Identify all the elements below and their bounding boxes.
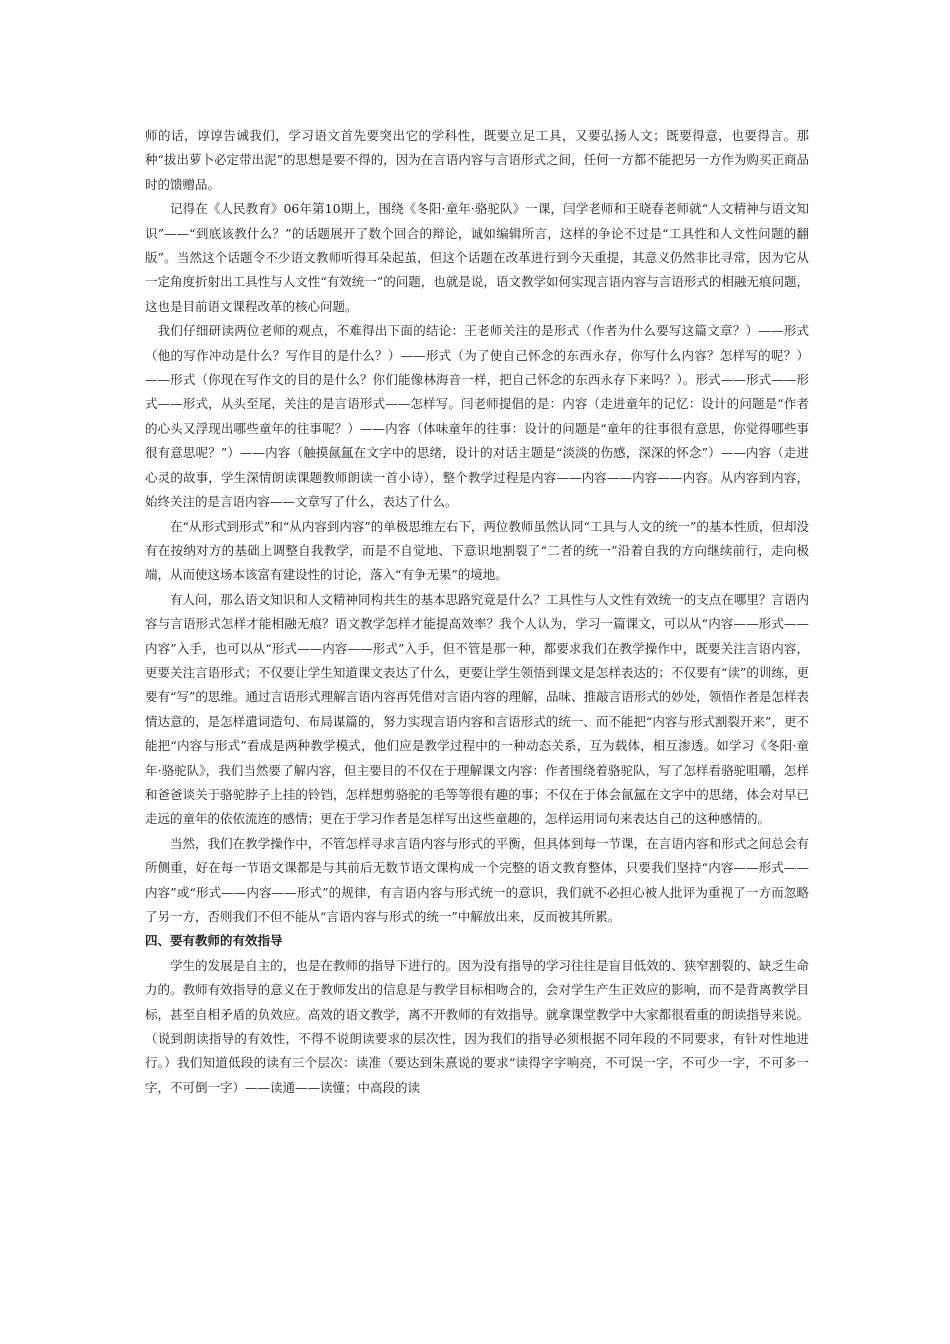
paragraph-guidance: 学生的发展是自主的，也是在教师的指导下进行的。因为没有指导的学习往往是盲目低效的、狭窄割裂的、缺乏生命力的。教师有效指导的意义在于教师发出的信息是与教学目标相吻合的，会对学生产生正效应的影响，而不是背离教学目标，甚至自相矛盾的负效应。高效的语文教学，离不开教师的有效指导。就拿课堂教学中大家都很看重的朗读指导来说。（说到朗读指导的有效性，不得不说朗读要求的层次性，因为我们的指导必须根据不同年段的不同要求，有针对性地进行。）我们知道低段的读有三个层次：读准（要达到朱熹说的要求“读得字字响亮，不可误一字，不可少一字，不可多一字，不可倒一字）——读通——读懂；中高段的读: [145, 957, 809, 1095]
paragraph-balance: 当然，我们在教学操作中，不管怎样寻求言语内容与形式的平衡，但具体到每一节课，在言语内容和形式之间总会有所侧重，好在每一节语文课都是与其前后无数节语文课构成一个完整的语文教育整体，只要我们坚持“内容——形式——内容”或“形式——内容——形式”的规律，有言语内容与形式统一的意识，我们就不必担心被人批评为重视了一方而忽略了另一方，否则我们不但不能从“言语内容与形式的统一”中解放出来，反而被其所累。: [145, 835, 809, 924]
paragraph-single-pole: 在“从形式到形式”和“从内容到内容”的单极思维左右下，两位教师虽然认同“工具与人文的统一”的基本性质，但却没有在按纳对方的基础上调整自我教学，而是不自觉地、下意识地割裂了“二者的统一”沿着自我的方向继续前行，走向极端，从而使这场本该富有建设性的讨论，落入“有争无果”的境地。: [145, 518, 809, 583]
paragraph-continued: 师的话，谆谆告诫我们，学习语文首先要突出它的学科性，既要立足工具，又要弘扬人文；既要得意，也要得言。那种“拔出萝卜必定带出泥”的思想是要不得的，因为在言语内容与言语形式之间，任何一方都不能把另一方作为购买正商品时的馈赠品。: [145, 128, 809, 192]
paragraph-analysis: 我们仔细研读两位老师的观点，不难得出下面的结论：王老师关注的是形式（作者为什么要写这篇文章？）——形式（他的写作冲动是什么？写作目的是什么？）——形式（为了使自己怀念的东西永存，你写什么内容？怎样写的呢？）——形式（你现在写作文的目的是什么？你们能像林海音一样，把自己怀念的东西永存下来吗？）。形式——形式——形式——形式，从头至尾，关注的是言语形式——怎样写。闫老师提倡的是：内容（走进童年的记忆：设计的问题是“作者的心头又浮现出哪些童年的往事呢？）——内容（体味童年的往事：设计的问题是“童年的往事很有意思，你觉得哪些事很有意思呢？”）——内容（触摸氤氲在文字中的思绪，设计的对话主题是“淡淡的伤感，深深的怀念”）——内容（走进心灵的故事，学生深情朗读课题教师朗读一首小诗），整个教学过程是内容——内容——内容——内容。从内容到内容，始终关注的是言语内容——文章写了什么，表达了什么。: [145, 323, 809, 510]
paragraph-approach: 有人问，那么语文知识和人文精神同构共生的基本思路究竟是什么？工具性与人文性有效统一的支点在哪里？言语内容与言语形式怎样才能相融无痕？语文教学怎样才能提高效率？我个人认为，学习一篇课文，可以从“内容——形式——内容”入手，也可以从“形式——内容——形式”入手，但不管是那一种，都要求我们在教学操作中，既要关注言语内容，更要关注言语形式；不仅要让学生知道课文表达了什么，更要让学生领悟到课文是怎样表达的；不仅要有“读”的训练，更要有“写”的思维。通过言语形式理解言语内容再凭借对言语内容的理解，品味、推敲言语形式的妙处，领悟作者是怎样表情达意的，是怎样遣词造句、布局谋篇的，努力实现言语内容和言语形式的统一、而不能把“内容与形式割裂开来”，更不能把“内容与形式”看成是两种教学模式，他们应是教学过程中的一种动态关系，互为载体，相互渗透。如学习《冬阳·童年·骆驼队》，我们当然要了解内容，但主要目的不仅在于理解课文内容：作者围绕着骆驼队，写了怎样看骆驼咀嚼，怎样和爸爸谈关于骆驼脖子上挂的铃铛，怎样想剪骆驼的毛等等很有趣的事；不仅在于体会氤氲在文字中的思绪，体会对早已走远的童年的依依流连的感情；更在于学习作者是怎样写出这些童趣的，怎样运用词句来表达自己的这种感情的。: [145, 591, 809, 827]
section-heading: 四、要有教师的有效指导: [145, 933, 283, 949]
paragraph-debate-intro: 记得在《人民教育》06年第10期上，围绕《冬阳·童年·骆驼队》一课，闫学老师和王晓春老师就“人文精神与语文知识”——“到底该教什么？”的话题展开了数个回合的辩论，诚如编辑所言，这样的争论不过是“工具性和人文性问题的翻版”。当然这个话题令不少语文教师听得耳朵起茧，但这个话题在改革进行到今天重提，其意义仍然非比寻常，因为它从一定角度折射出工具性与人文性“有效统一”的问题，也就是说，语文教学如何实现言语内容与言语形式的相融无痕问题，这也是目前语文课程改革的核心问题。: [145, 201, 809, 314]
document-page: [145, 124, 809, 1100]
